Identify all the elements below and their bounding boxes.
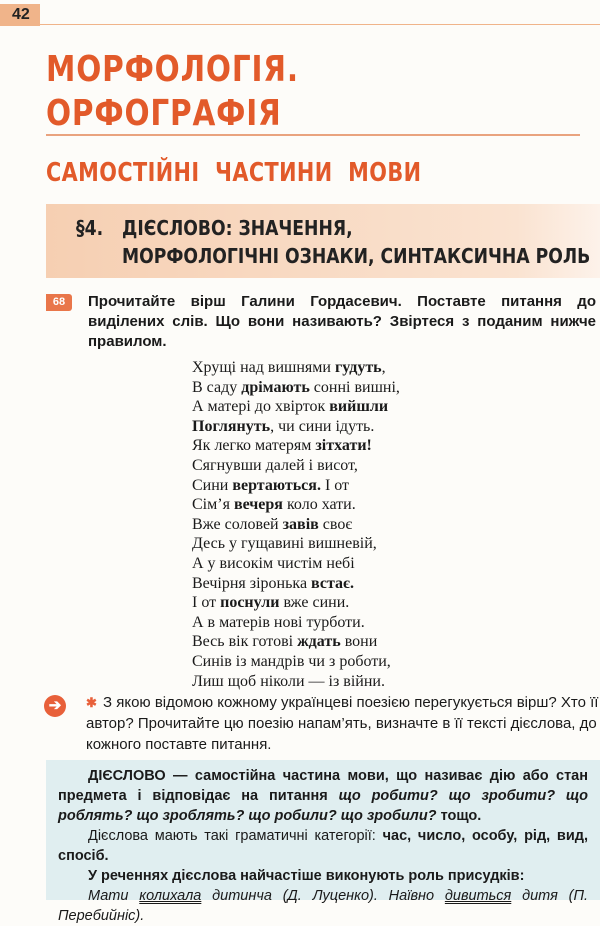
example-1-verb: колихала [139,888,202,904]
rule-categories-list: час, число, особу, рід, вид, спосіб. [58,828,588,864]
exercise-task: Прочитайте вірш Галини Гордасевич. Поставте питання до виділених слів. Що вони називають? Звіртеся з поданим нижче правилом. [88,293,596,350]
poem-line [192,652,400,672]
rule-questions: що робити? що зробити? що роблять? що зроблять? що робили? що зробили? [58,788,588,824]
poem-text: Хрущі над вишнями [192,359,335,376]
poem-highlighted-word: Поглянуть [192,417,271,435]
poem-highlighted-word: поснули [220,594,280,612]
chapter-heading-line2: ОРФОГРАФІЯ [46,93,282,134]
poem-line [192,358,400,378]
asterisk-icon: ✱ [86,695,97,710]
poem-text: А у високім чистім небі [192,554,355,572]
poem-line [192,476,400,496]
poem-line [192,456,400,476]
rule-syntax: У реченнях дієслова найчастіше виконують роль присудків: [88,868,525,884]
arrow-right-icon: ➔ [44,695,66,717]
poem-line [192,397,400,417]
poem-text: коло хати. [282,496,356,514]
poem-highlighted-word: встає. [311,574,354,592]
poem-line [192,672,400,692]
poem-highlighted-word: дрімають [241,378,310,396]
question-text [86,692,600,755]
poem-text: І от [192,594,221,612]
poem-line [192,436,400,456]
poem-text: , чи сини ідуть. [270,417,375,435]
poem-line [192,632,400,652]
rule-categories-prefix: Дієслова мають такі граматичні категорії: [88,828,383,844]
poem [192,358,400,691]
example-2-verb: дивиться [444,888,512,904]
poem-highlighted-word: гудуть [334,359,382,376]
poem-highlighted-word: завів [282,515,319,533]
poem-text: Як легко матерям [192,437,316,455]
top-rule [40,24,600,25]
poem-line [192,534,400,554]
poem-line [192,574,400,594]
poem-line [192,378,400,398]
chapter-heading-line1: МОРФОЛОГІЯ. [46,49,299,90]
section-number: §4. [76,216,104,240]
poem-line [192,554,400,574]
poem-text: своє [318,515,353,533]
rule-definition: — самостійна частина мови, що називає дію або стан предмета і відповідає на питання [58,768,588,804]
poem-text: вони [340,633,378,651]
poem-text: Весь вік готові [192,633,298,651]
question-body: З якою відомою кожному українцеві поезією перегукується вірш? Хто її автор? Прочитайте цю поезію напам’ять, визначте в її тексті дієслова, до кожного поставте питання. [86,694,599,753]
example-2-end: дитя (П. Перебийніс). [58,888,588,924]
poem-text: А матері до хвірток [192,398,330,416]
poem-line [192,613,400,633]
poem-highlighted-word: зітхати! [315,437,372,455]
poem-text: Сім’я [192,496,234,514]
section-title-line2: МОРФОЛОГІЧНІ ОЗНАКИ, СИНТАКСИЧНА РОЛЬ [122,244,591,268]
poem-highlighted-word: ждать [297,633,341,651]
poem-text: І от [320,476,350,494]
chapter-heading [46,48,299,136]
poem-text: Сини [192,476,233,494]
poem-text: Десь у гущавині вишневій, [192,535,377,553]
poem-line [192,495,400,515]
poem-line [192,515,400,535]
poem-line [192,593,400,613]
poem-text: Сягнувши далей і висот, [192,456,358,474]
poem-highlighted-word: вертаються. [232,476,321,494]
exercise-number-badge: 68 [46,294,72,311]
subheading: САМОСТІЙНІ ЧАСТИНИ МОВИ [46,158,422,188]
poem-text: Вже соловей [192,515,283,533]
poem-line [192,417,400,437]
poem-highlighted-word: вийшли [329,398,389,416]
page-number: 42 [0,4,40,26]
rule-term: ДІЄСЛОВО [88,768,166,784]
rule-text [58,766,588,926]
poem-text: сонні вишні, [309,378,400,396]
poem-text: В саду [192,378,242,396]
example-1-end: дитинча (Д. Луценко). Наївно [201,888,445,904]
poem-highlighted-word: вечеря [233,496,283,514]
poem-text: Синів із мандрів чи з роботи, [192,652,391,670]
rule-definition-end: тощо. [436,808,482,824]
heading-divider [46,134,580,136]
section-title-line1: ДІЄСЛОВО: ЗНАЧЕННЯ, [122,216,353,240]
poem-text: А в матерів нові турботи. [192,613,365,631]
poem-text: Вечірня зіронька [192,574,312,592]
example-1-start: Мати [88,888,140,904]
poem-text: вже сини. [279,594,350,612]
poem-text: Лиш щоб ніколи — із війни. [192,672,385,690]
poem-text: , [381,359,386,376]
